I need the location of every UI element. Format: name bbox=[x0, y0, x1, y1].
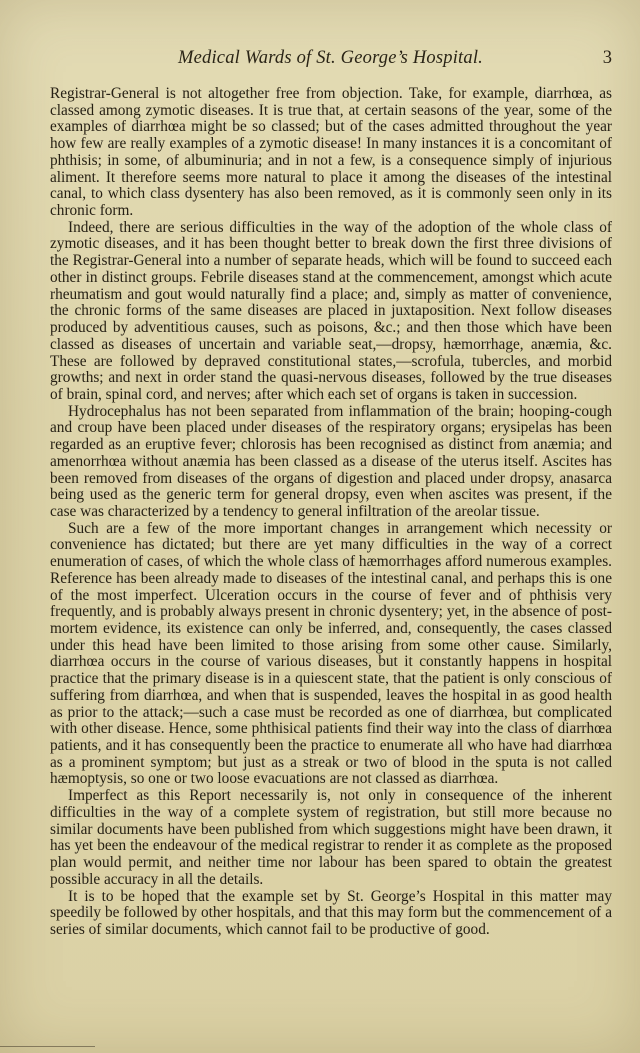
page-header bbox=[60, 48, 612, 78]
paragraph-continuation: Registrar-General is not altogether free from objection. Take, for example, diarrhœa, as classed among zymotic diseases. It is true that, at certain seasons of the year, some of the examples of diarrhœa might be so classed; but of the cases admitted throughout the year how few are really examples of a zymotic disease! In many instances it is a concomitant of phthisis; in some, of albuminuria; and in not a few, is a consequence simply of injurious aliment. It therefore seems more natural to place it among the diseases of the intestinal canal, to which class dysentery has also been removed, as it is commonly seen only in its chronic form. bbox=[50, 85, 612, 220]
paragraph: Hydrocephalus has not been separated from inflammation of the brain; hooping-cough and croup have been placed under diseases of the respiratory organs; erysipelas has been regarded as an eruptive fever; chlorosis has been recognised as distinct from anæmia; and amenorrhœa without anæmia has been classed as a disease of the uterus itself. Ascites has been removed from diseases of the organs of digestion and placed under dropsy, anasarca being used as the generic term for general dropsy, even when ascites was present, if the case was characterized by a tendency to general infiltration of the areolar tissue. bbox=[50, 402, 612, 520]
paragraph: Imperfect as this Report necessarily is, not only in consequence of the inherent difficulties in the way of a complete system of registration, but still more because no similar documents have been published from which suggestions might have been drawn, it has yet been the endeavour of the medical registrar to render it as complete as the proposed plan would permit, and neither time nor labour has been spared to obtain the greatest possible accuracy in all the details. bbox=[50, 787, 612, 888]
paragraph: It is to be hoped that the example set by St. George’s Hospital in this matter may speedily be followed by other hospitals, and that this may form but the commencement of a series of similar documents, which cannot fail to be productive of good. bbox=[50, 887, 612, 938]
body-text bbox=[50, 86, 612, 939]
paragraph: Such are a few of the more important changes in arrangement which necessity or convenience has dictated; but there are yet many difficulties in the way of a correct enumeration of cases, of which the whole class of hæmorrhages afford numerous examples. Reference has been already made to diseases of the intestinal canal, and perhaps this is one of the most imperfect. Ulceration occurs in the course of fever and of phthisis very frequently, and is probably always present in chronic dysentery; yet, in the absence of post-mortem evidence, its existence can only be inferred, and, consequently, the cases classed under this head have been limited to those arising from some other cause. Similarly, diarrhœa occurs in the course of various diseases, but it constantly happens in hospital practice that the primary disease is in a quiescent state, that the patient is only conscious of suffering from diarrhœa, and when that is suspended, leaves the hospital in as good health as prior to the attack;—such a case must be recorded as one of diarrhœa, but complicated with other disease. Hence, some phthisical patients find their way into the class of diarrhœa patients, and it has consequently been the practice to enumerate all who have had diarrhœa as a prominent symptom; but just as a streak or two of blood in the sputa is not called hæmoptysis, so one or two loose evacuations are not classed as diarrhœa. bbox=[50, 519, 612, 788]
paragraph: Indeed, there are serious difficulties in the way of the adoption of the whole class of zymotic diseases, and it has been thought better to break down the first three divisions of the Registrar-General into a number of separate heads, which will be found to succeed each other in distinct groups. Febrile diseases stand at the commencement, amongst which acute rheumatism and gout would naturally find a place; and, simply as matter of convenience, the chronic forms of the same diseases are placed in juxtaposition. Next follow diseases produced by adventitious causes, such as poisons, &c.; and then those which have been classed as diseases of uncertain and variable seat,—dropsy, hæmorrhage, anæmia, &c. These are followed by depraved constitutional states,—scrofula, tubercles, and morbid growths; and next in order stand the quasi-nervous diseases, followed by the true diseases of brain, spinal cord, and nerves; after which each set of organs is taken in succession. bbox=[50, 218, 612, 403]
bottom-edge-rule bbox=[0, 1046, 95, 1047]
page-number: 3 bbox=[602, 48, 612, 68]
running-head: Medical Wards of St. George’s Hospital. bbox=[178, 48, 483, 68]
